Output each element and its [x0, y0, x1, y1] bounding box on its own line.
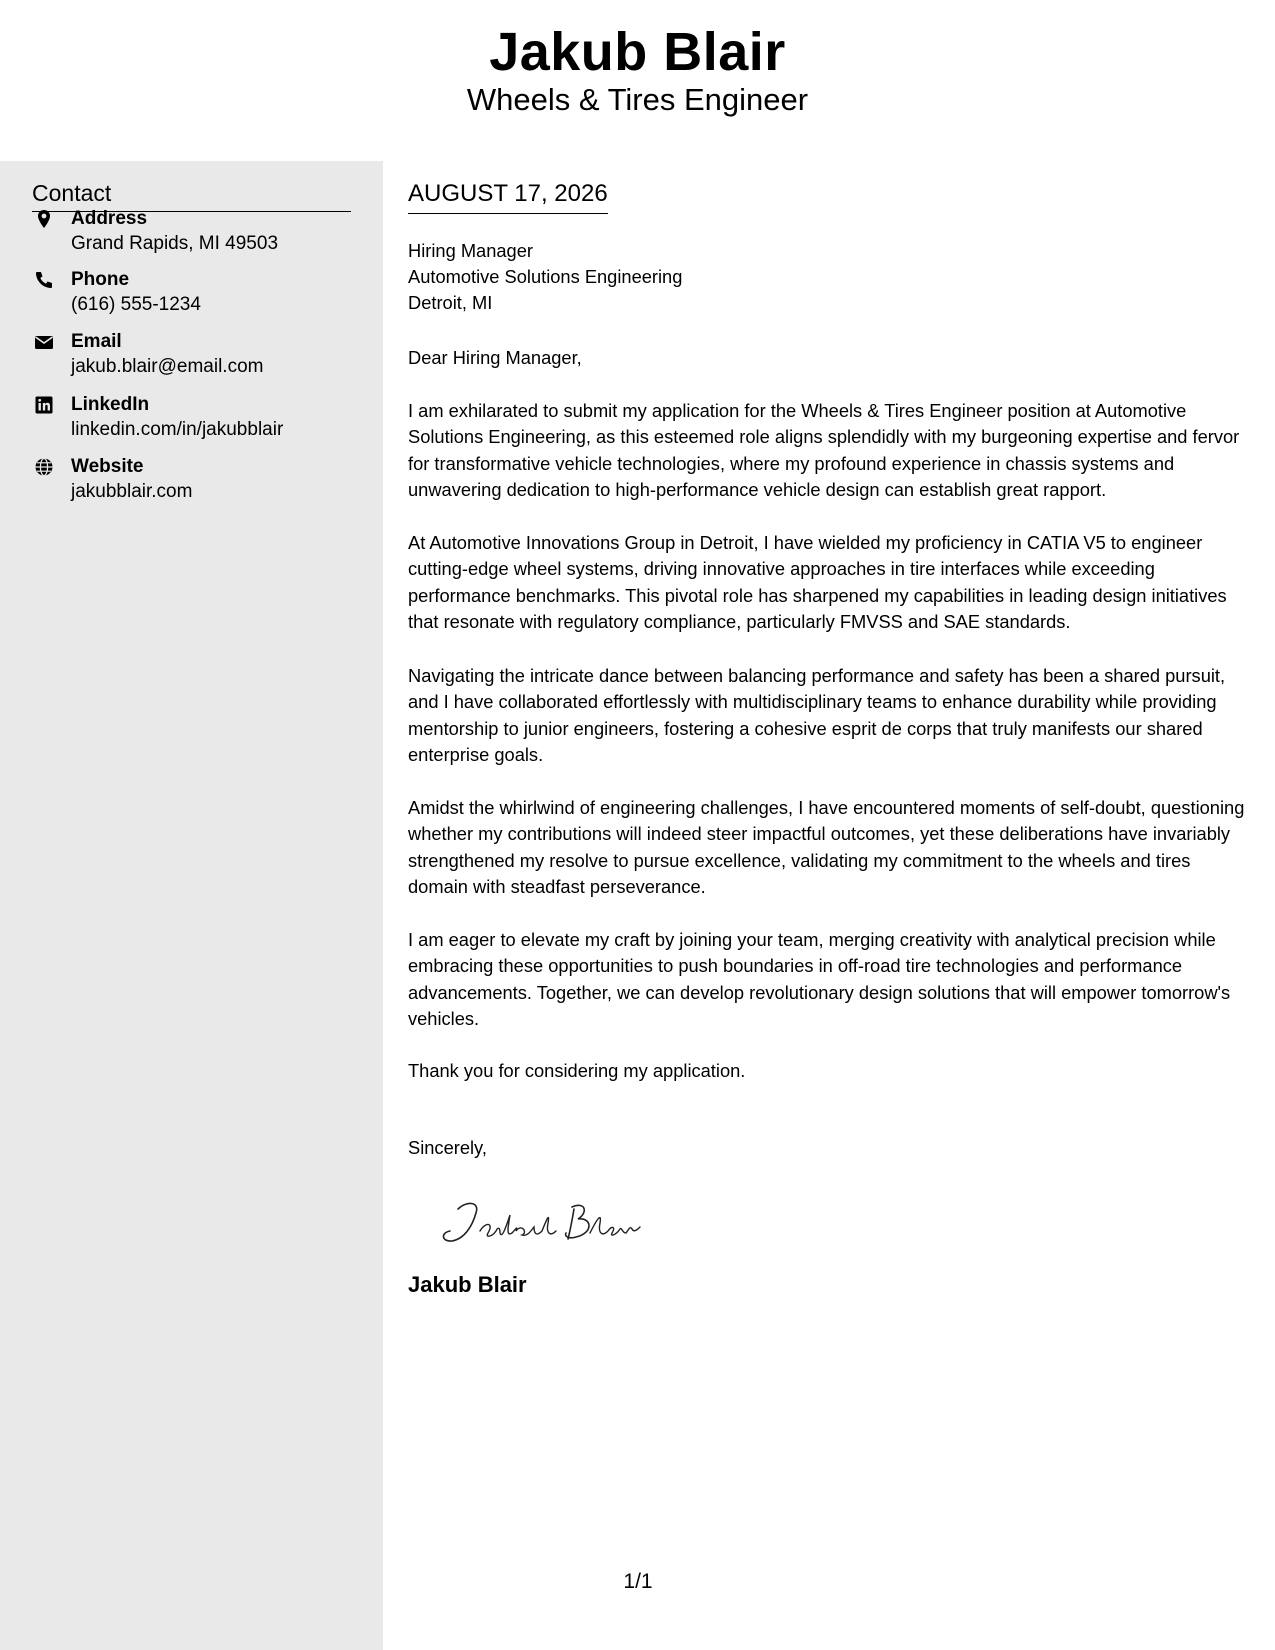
contact-label: Address: [71, 208, 148, 229]
address-value: Grand Rapids, MI 49503: [71, 233, 279, 254]
recipient-block: [408, 238, 682, 316]
job-title: Wheels & Tires Engineer: [466, 82, 809, 117]
map-pin-icon: [34, 209, 54, 229]
contact-sidebar: [0, 161, 383, 1650]
email-value: jakub.blair@email.com: [71, 356, 264, 377]
recipient-line: Hiring Manager: [408, 240, 533, 261]
paragraph: At Automotive Innovations Group in Detroit, I have wielded my proficiency in CATIA V5 to engineer cutting-edge wheel systems, driving innovative approaches in tire interfaces while exceeding performance benchmarks. This pivotal role has sharpened my capabilities in leading design initiatives that resonate with regulatory compliance, particularly FMVSS and SAE standards.: [408, 532, 1227, 632]
website-value: jakubblair.com: [71, 481, 193, 502]
contact-label: LinkedIn: [71, 394, 150, 415]
paragraph: Amidst the whirlwind of engineering challenges, I have encountered moments of self-doubt, questioning whether my contributions will indeed steer impactful outcomes, yet these deliberations have invariably strengthened my resolve to pursue excellence, validating my commitment to the wheels and tires domain with steadfast perseverance.: [408, 797, 1245, 897]
recipient-line: Detroit, MI: [408, 292, 493, 313]
closing: Sincerely,: [408, 1137, 487, 1158]
contact-heading: Contact: [32, 177, 351, 212]
page-header: [0, 0, 1275, 160]
letter-date: AUGUST 17, 2026: [408, 179, 608, 214]
recipient-line: Automotive Solutions Engineering: [408, 266, 683, 287]
phone-value: (616) 555-1234: [71, 294, 201, 315]
contact-label: Phone: [71, 269, 130, 290]
paragraph: Thank you for considering my application.: [408, 1060, 746, 1081]
envelope-icon: [34, 332, 54, 352]
linkedin-icon: [34, 395, 54, 415]
salutation: Dear Hiring Manager,: [408, 347, 582, 368]
contact-label: Email: [71, 331, 122, 352]
globe-icon: [34, 457, 54, 477]
page-number: 1/1: [623, 1570, 653, 1593]
signer-name: Jakub Blair: [408, 1272, 527, 1297]
phone-icon: [34, 270, 54, 290]
linkedin-value: linkedin.com/in/jakubblair: [71, 419, 284, 440]
applicant-name: Jakub Blair: [489, 22, 786, 82]
handwritten-signature: [436, 1193, 646, 1251]
paragraph: Navigating the intricate dance between balancing performance and safety has been a shared pursuit, and I have collaborated effortlessly with multidisciplinary teams to enhance durability while providing mentorship to junior engineers, fostering a cohesive esprit de corps that truly manifests our shared enterprise goals.: [408, 665, 1226, 765]
paragraph: I am eager to elevate my craft by joining your team, merging creativity with analytical precision while embracing these opportunities to push boundaries in off-road tire technologies and performance advancements. Together, we can develop revolutionary design solutions that will empower tomorrow's vehicles.: [408, 929, 1231, 1029]
contact-label: Website: [71, 456, 144, 477]
paragraph: I am exhilarated to submit my application for the Wheels & Tires Engineer position at Automotive Solutions Engineering, as this esteemed role aligns splendidly with my burgeoning expertise and fervor for transformative vehicle technologies, where my profound experience in chassis systems and unwavering dedication to high-performance vehicle design can establish great rapport.: [408, 400, 1240, 500]
